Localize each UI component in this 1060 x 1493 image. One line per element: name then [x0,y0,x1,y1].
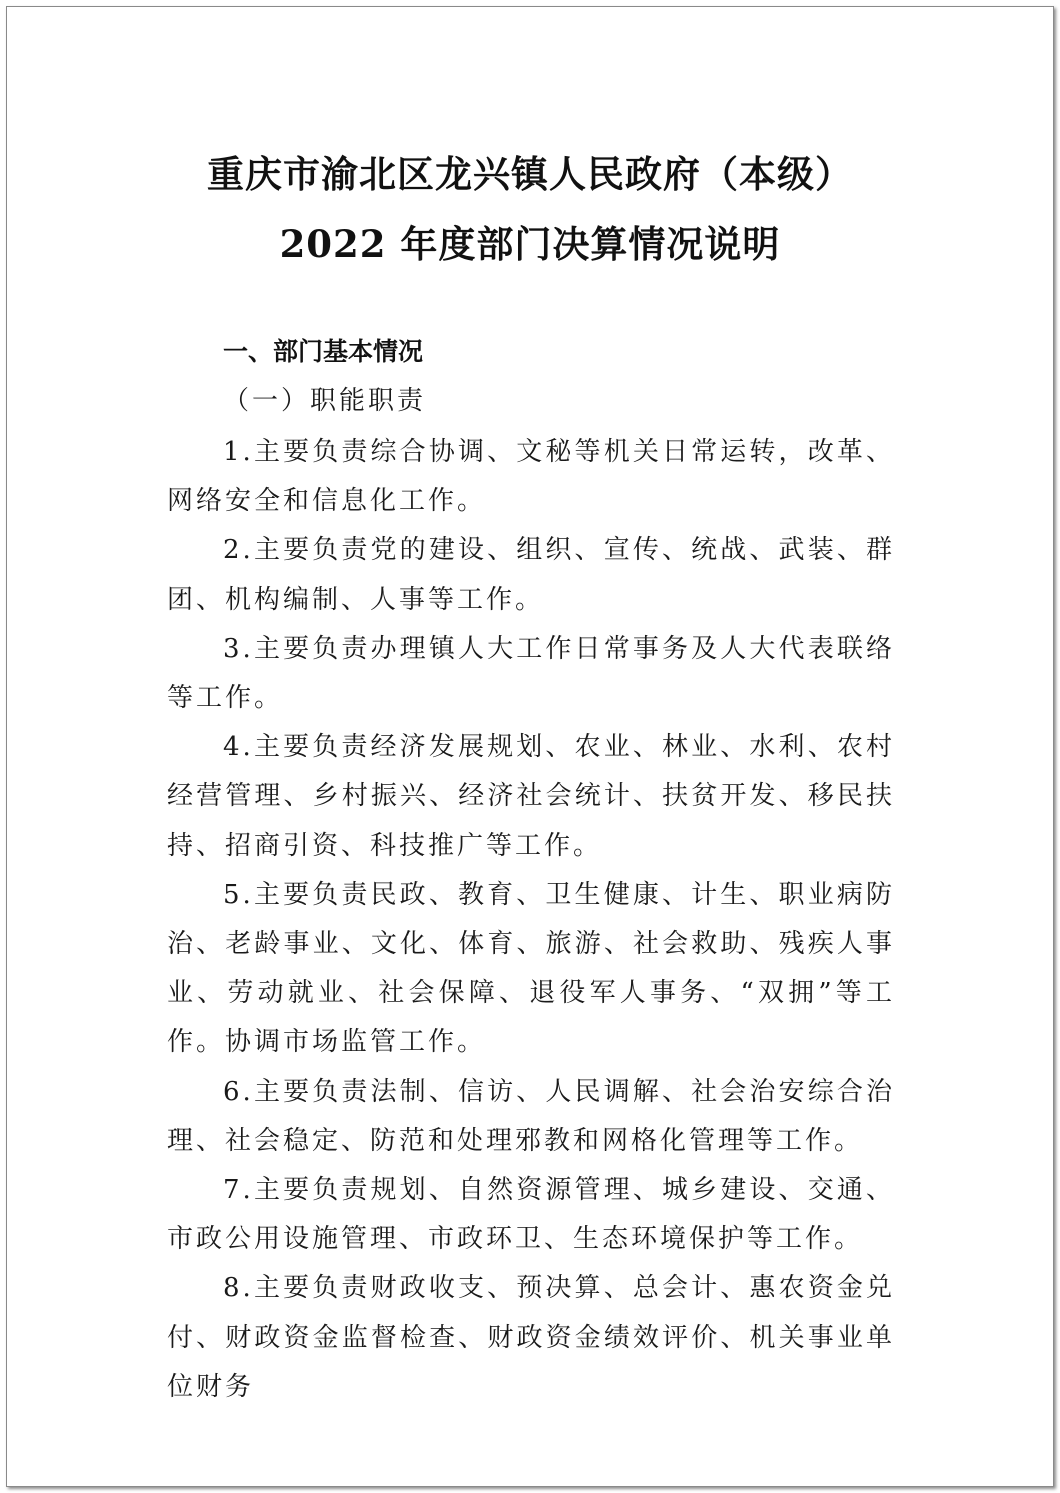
title-line-1: 重庆市渝北区龙兴镇人民政府（本级） [207,152,853,196]
paragraph-3: 3.主要负责办理镇人大工作日常事务及人大代表联络等工作。 [167,633,895,714]
document-body [167,330,895,1412]
paragraph-8: 8.主要负责财政收支、预决算、总会计、惠农资金兑付、财政资金监督检查、财政资金绩效评价、机关事业单位财务 [167,1273,895,1402]
sub-heading: （一）职能职责 [223,386,427,416]
document-title [0,146,1060,286]
paragraph-5: 5.主要负责民政、教育、卫生健康、计生、职业病防治、老龄事业、文化、体育、旅游、社会救助、残疾人事业、劳动就业、社会保障、退役军人事务、“双拥”等工作。协调市场监管工作。 [167,879,895,1058]
paragraph-2: 2.主要负责党的建设、组织、宣传、统战、武装、群团、机构编制、人事等工作。 [167,535,895,615]
paragraph-4: 4.主要负责经济发展规划、农业、林业、水利、农村经营管理、乡村振兴、经济社会统计、扶贫开发、移民扶持、招商引资、科技推广等工作。 [167,732,895,861]
paragraph-6: 6.主要负责法制、信访、人民调解、社会治安综合治理、社会稳定、防范和处理邪教和网格化管理等工作。 [167,1076,895,1156]
section-heading: 一、部门基本情况 [223,337,424,366]
paragraph-1: 1.主要负责综合协调、文秘等机关日常运转，改革、网络安全和信息化工作。 [167,437,895,517]
title-line-2: 2022 年度部门决算情况说明 [279,222,781,266]
paragraph-7: 7.主要负责规划、自然资源管理、城乡建设、交通、市政公用设施管理、市政环卫、生态环境保护等工作。 [167,1175,895,1255]
